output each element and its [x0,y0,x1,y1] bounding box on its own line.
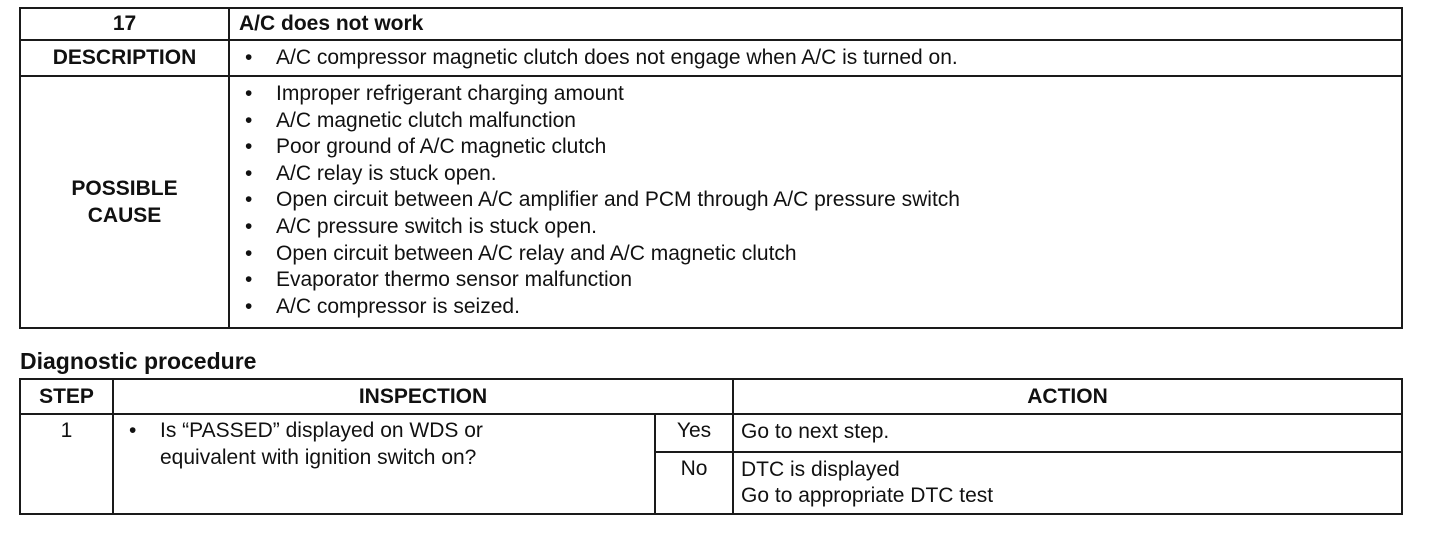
symptom-title: A/C does not work [229,8,1402,40]
cause-item: • Evaporator thermo sensor malfunction [243,267,1401,294]
cause-item: • A/C relay is stuck open. [243,161,1401,188]
inspection-line1: Is “PASSED” displayed on WDS or [160,419,483,442]
cause-item: • A/C magnetic clutch malfunction [243,108,1401,135]
no-action-line2: Go to appropriate DTC test [741,484,994,507]
cause-item: • Poor ground of A/C magnetic clutch [243,134,1401,161]
inspection-line2: equivalent with ignition switch on? [160,446,477,469]
symptom-table [19,7,1403,329]
yes-label: Yes [655,414,733,452]
possible-cause-label-line2: CAUSE [87,204,162,227]
symptom-number: 17 [20,8,229,40]
diagnostic-procedure-table [19,378,1403,515]
description-cell [229,40,1402,76]
cause-item: • A/C pressure switch is stuck open. [243,214,1401,241]
no-action-line1: DTC is displayed [741,458,900,481]
cause-item: • Open circuit between A/C relay and A/C magnetic clutch [243,241,1401,268]
yes-action: Go to next step. [733,414,1402,452]
description-item: • A/C compressor magnetic clutch does not engage when A/C is turned on. [243,45,1401,72]
section-heading: Diagnostic procedure [20,348,257,374]
possible-cause-label-line1: POSSIBLE [71,177,178,200]
no-action [733,452,1402,514]
inspection-cell [113,414,655,514]
description-label: DESCRIPTION [20,40,229,76]
inspection-item [127,417,654,471]
cause-item: • A/C compressor is seized. [243,294,1401,321]
header-step: STEP [20,379,113,414]
cause-item: • Improper refrigerant charging amount [243,81,1401,108]
no-label: No [655,452,733,514]
possible-cause-cell [229,76,1402,328]
cause-item: • Open circuit between A/C amplifier and PCM through A/C pressure switch [243,187,1401,214]
possible-cause-list [230,81,1401,320]
description-list [230,45,1401,72]
step-number: 1 [20,414,113,514]
header-action: ACTION [733,379,1402,414]
header-inspection: INSPECTION [113,379,733,414]
possible-cause-label [20,76,229,328]
inspection-list [114,417,654,471]
